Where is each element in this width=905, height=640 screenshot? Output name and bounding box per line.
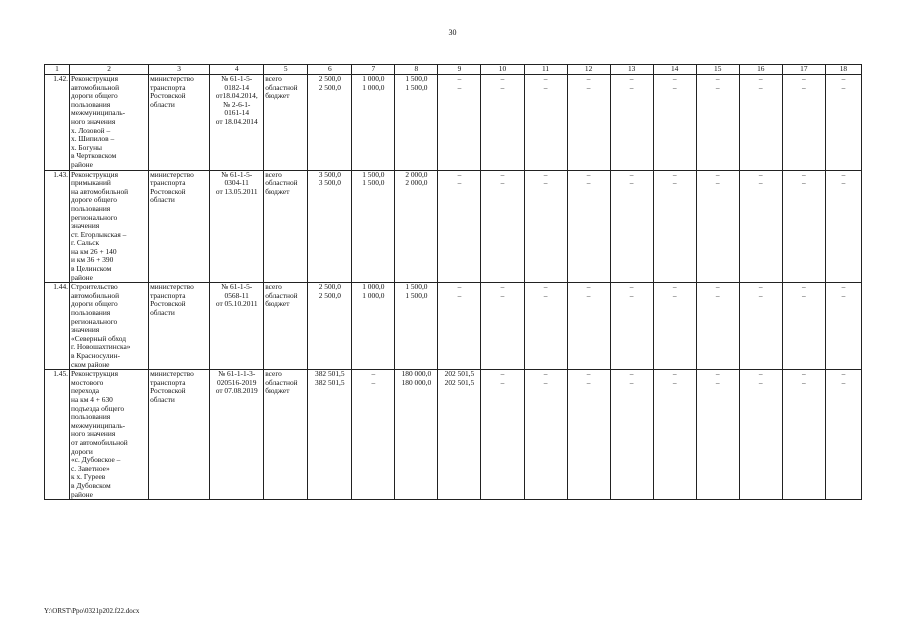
dash-value: – <box>841 178 846 188</box>
amount-value: 2 000,0 <box>405 178 428 188</box>
dash-value: – <box>586 369 591 379</box>
dash-value: – <box>543 178 548 188</box>
column-number: 18 <box>825 65 861 75</box>
dash-value: – <box>715 82 720 92</box>
amount-cell <box>352 370 395 500</box>
empty-year-cell <box>739 170 782 283</box>
amount-value: 1 500,0 <box>405 290 428 300</box>
dash-value: – <box>500 82 505 92</box>
amount-cell <box>395 170 438 283</box>
empty-year-cell <box>524 75 567 171</box>
empty-year-cell <box>696 283 739 370</box>
column-number: 6 <box>308 65 352 75</box>
amount-value: 1 000,0 <box>362 82 385 92</box>
dash-value: – <box>543 282 548 292</box>
dash-value: – <box>672 82 677 92</box>
amount-value: 180 000,0 <box>401 369 432 379</box>
table-row <box>45 75 862 171</box>
empty-year-cell <box>610 370 653 500</box>
approval-document: № 61-1-5- 0568-11 от 05.10.2011 <box>210 283 264 370</box>
amount-value: 1 500,0 <box>362 170 385 179</box>
amount-cell <box>308 75 352 171</box>
amount-value: 1 000,0 <box>362 74 385 83</box>
dash-value: – <box>801 369 806 379</box>
amount-value: 1 000,0 <box>362 290 385 300</box>
dash-value: – <box>672 282 677 292</box>
program-table <box>44 64 862 500</box>
dash-value: – <box>801 82 806 92</box>
column-number: 8 <box>395 65 438 75</box>
column-number: 4 <box>210 65 264 75</box>
dash-value: – <box>715 178 720 188</box>
funding-source <box>264 283 308 370</box>
amount-value: – <box>457 178 462 188</box>
empty-year-cell <box>610 283 653 370</box>
amount-value: – <box>457 290 462 300</box>
amount-value: 202 501,5 <box>444 369 475 379</box>
dash-value: – <box>543 82 548 92</box>
empty-year-cell <box>653 75 696 171</box>
dash-value: – <box>500 170 505 179</box>
funding-source-line: областной <box>265 377 298 387</box>
dash-value: – <box>672 170 677 179</box>
empty-year-cell <box>653 170 696 283</box>
page-number: 30 <box>448 28 457 37</box>
project-name: Реконструкция автомобильной дороги общего пользования межмуниципаль- ного значения х. Лозовой – х. Шипилов – х. Богуны в Чертковском районе <box>70 75 149 171</box>
dash-value: – <box>586 82 591 92</box>
approval-document: № 61-1-5- 0304-11 от 13.05.2011 <box>210 170 264 283</box>
empty-year-cell <box>825 283 861 370</box>
empty-year-cell <box>696 370 739 500</box>
column-number: 17 <box>782 65 825 75</box>
funding-source <box>264 370 308 500</box>
amount-cell <box>352 75 395 171</box>
empty-year-cell <box>825 170 861 283</box>
dash-value: – <box>500 369 505 379</box>
dash-value: – <box>500 282 505 292</box>
dash-value: – <box>801 282 806 292</box>
empty-year-cell <box>567 75 610 171</box>
dash-value: – <box>758 74 763 83</box>
empty-year-cell <box>696 170 739 283</box>
dash-value: – <box>715 74 720 83</box>
responsible-organization: министерство транспорта Ростовской области <box>149 75 210 171</box>
dash-value: – <box>715 377 720 387</box>
dash-value: – <box>715 282 720 292</box>
column-number: 15 <box>696 65 739 75</box>
empty-year-cell <box>825 370 861 500</box>
amount-cell <box>308 170 352 283</box>
column-number: 1 <box>45 65 70 75</box>
table-row <box>45 283 862 370</box>
empty-year-cell <box>524 370 567 500</box>
dash-value: – <box>543 377 548 387</box>
project-name: Строительство автомобильной дороги общего пользования регионального значения «Северный обход г. Новошахтинска» в Красносулин- ском районе <box>70 283 149 370</box>
empty-year-cell <box>567 370 610 500</box>
amount-value: – <box>457 82 462 92</box>
dash-value: – <box>801 170 806 179</box>
dash-value: – <box>543 369 548 379</box>
dash-value: – <box>758 377 763 387</box>
dash-value: – <box>801 178 806 188</box>
dash-value: – <box>841 82 846 92</box>
dash-value: – <box>543 74 548 83</box>
column-number: 11 <box>524 65 567 75</box>
funding-source-line: бюджет <box>265 299 290 309</box>
amount-cell <box>395 370 438 500</box>
empty-year-cell <box>610 75 653 171</box>
dash-value: – <box>801 377 806 387</box>
dash-value: – <box>629 369 634 379</box>
dash-value: – <box>758 178 763 188</box>
dash-value: – <box>841 290 846 300</box>
amount-value: 1 500,0 <box>362 178 385 188</box>
dash-value: – <box>629 82 634 92</box>
dash-value: – <box>801 74 806 83</box>
dash-value: – <box>629 74 634 83</box>
dash-value: – <box>500 290 505 300</box>
dash-value: – <box>758 282 763 292</box>
dash-value: – <box>543 290 548 300</box>
column-number: 14 <box>653 65 696 75</box>
funding-source-line: областной <box>265 82 298 92</box>
dash-value: – <box>841 170 846 179</box>
dash-value: – <box>586 377 591 387</box>
empty-year-cell <box>653 370 696 500</box>
empty-year-cell <box>825 75 861 171</box>
dash-value: – <box>715 369 720 379</box>
amount-value: 3 500,0 <box>318 170 341 179</box>
dash-value: – <box>500 377 505 387</box>
empty-year-cell <box>653 283 696 370</box>
dash-value: – <box>500 74 505 83</box>
empty-year-cell <box>739 75 782 171</box>
amount-value: – <box>457 170 462 179</box>
amount-value: 382 501,5 <box>315 377 345 387</box>
row-index: 1.42. <box>45 75 70 171</box>
table-row <box>45 370 862 500</box>
amount-value: – <box>457 74 462 83</box>
column-number: 10 <box>481 65 524 75</box>
amount-cell <box>438 370 481 500</box>
dash-value: – <box>801 290 806 300</box>
amount-cell <box>308 370 352 500</box>
amount-value: 1 000,0 <box>362 282 385 292</box>
dash-value: – <box>629 170 634 179</box>
project-name: Реконструкция мостового перехода на км 4 + 630 подъезда общего пользования межмуниципаль- ного значения от автомобильной дороги «с. Дубовское – с. Заветное» к х. Гуреев в Дубовском районе <box>70 370 149 500</box>
empty-year-cell <box>481 170 524 283</box>
amount-value: 2 500,0 <box>318 282 341 292</box>
row-index: 1.43. <box>45 170 70 283</box>
funding-source-line: областной <box>265 290 298 300</box>
empty-year-cell <box>481 283 524 370</box>
funding-source <box>264 75 308 171</box>
row-index: 1.44. <box>45 283 70 370</box>
dash-value: – <box>841 377 846 387</box>
row-index: 1.45. <box>45 370 70 500</box>
dash-value: – <box>629 290 634 300</box>
amount-value: – <box>371 377 376 387</box>
empty-year-cell <box>782 370 825 500</box>
empty-year-cell <box>481 75 524 171</box>
dash-value: – <box>629 178 634 188</box>
table-row <box>45 170 862 283</box>
empty-year-cell <box>739 370 782 500</box>
responsible-organization: министерство транспорта Ростовской области <box>149 170 210 283</box>
dash-value: – <box>672 74 677 83</box>
amount-cell <box>352 283 395 370</box>
amount-cell <box>438 75 481 171</box>
dash-value: – <box>758 369 763 379</box>
amount-cell <box>438 283 481 370</box>
column-number: 13 <box>610 65 653 75</box>
amount-value: – <box>457 282 462 292</box>
column-number: 3 <box>149 65 210 75</box>
amount-value: 2 000,0 <box>405 170 428 179</box>
responsible-organization: министерство транспорта Ростовской области <box>149 283 210 370</box>
amount-value: 1 500,0 <box>405 74 428 83</box>
column-number: 7 <box>352 65 395 75</box>
column-number: 9 <box>438 65 481 75</box>
funding-source-line: бюджет <box>265 386 290 396</box>
dash-value: – <box>672 377 677 387</box>
amount-value: 202 501,5 <box>444 377 475 387</box>
dash-value: – <box>586 282 591 292</box>
dash-value: – <box>586 170 591 179</box>
column-number: 5 <box>264 65 308 75</box>
funding-source-line: всего <box>265 170 282 179</box>
dash-value: – <box>629 377 634 387</box>
responsible-organization: министерство транспорта Ростовской области <box>149 370 210 500</box>
empty-year-cell <box>524 283 567 370</box>
empty-year-cell <box>567 170 610 283</box>
project-name: Реконструкция примыканий на автомобильной дороге общего пользования регионального значения ст. Егорлыкская – г. Сальск на км 26 + 140 и км 36 + 390 в Целинском районе <box>70 170 149 283</box>
amount-cell <box>438 170 481 283</box>
dash-value: – <box>672 178 677 188</box>
dash-value: – <box>758 82 763 92</box>
dash-value: – <box>586 178 591 188</box>
file-path-footer: Y:\ORST\Ppo\0321p202.f22.docx <box>44 607 140 615</box>
empty-year-cell <box>782 170 825 283</box>
dash-value: – <box>758 170 763 179</box>
funding-source <box>264 170 308 283</box>
amount-cell <box>308 283 352 370</box>
empty-year-cell <box>782 283 825 370</box>
amount-value: 3 500,0 <box>318 178 341 188</box>
funding-source-line: областной <box>265 178 298 188</box>
amount-value: 2 500,0 <box>318 74 341 83</box>
dash-value: – <box>629 282 634 292</box>
empty-year-cell <box>481 370 524 500</box>
dash-value: – <box>586 74 591 83</box>
dash-value: – <box>715 170 720 179</box>
empty-year-cell <box>524 170 567 283</box>
amount-value: 2 500,0 <box>318 82 341 92</box>
dash-value: – <box>543 170 548 179</box>
empty-year-cell <box>610 170 653 283</box>
funding-source-line: всего <box>265 369 282 379</box>
approval-document: № 61-1-5- 0182-14 от18.04.2014, № 2-6-1- 0161-14 от 18.04.2014 <box>210 75 264 171</box>
funding-source-line: всего <box>265 74 282 83</box>
empty-year-cell <box>567 283 610 370</box>
amount-cell <box>395 283 438 370</box>
amount-value: 1 500,0 <box>405 82 428 92</box>
column-number: 2 <box>70 65 149 75</box>
dash-value: – <box>672 369 677 379</box>
amount-value: – <box>371 369 376 379</box>
amount-value: 2 500,0 <box>318 290 341 300</box>
column-number-row <box>45 65 862 75</box>
funding-source-line: всего <box>265 282 282 292</box>
dash-value: – <box>672 290 677 300</box>
amount-value: 180 000,0 <box>401 377 432 387</box>
dash-value: – <box>841 369 846 379</box>
amount-value: 382 501,5 <box>315 369 345 379</box>
column-number: 12 <box>567 65 610 75</box>
dash-value: – <box>841 74 846 83</box>
dash-value: – <box>841 282 846 292</box>
funding-source-line: бюджет <box>265 186 290 196</box>
amount-cell <box>395 75 438 171</box>
funding-source-line: бюджет <box>265 91 290 101</box>
empty-year-cell <box>782 75 825 171</box>
amount-cell <box>352 170 395 283</box>
column-number: 16 <box>739 65 782 75</box>
empty-year-cell <box>739 283 782 370</box>
empty-year-cell <box>696 75 739 171</box>
dash-value: – <box>758 290 763 300</box>
dash-value: – <box>500 178 505 188</box>
approval-document: № 61-1-1-3- 020516-2019 от 07.08.2019 <box>210 370 264 500</box>
dash-value: – <box>586 290 591 300</box>
dash-value: – <box>715 290 720 300</box>
amount-value: 1 500,0 <box>405 282 428 292</box>
